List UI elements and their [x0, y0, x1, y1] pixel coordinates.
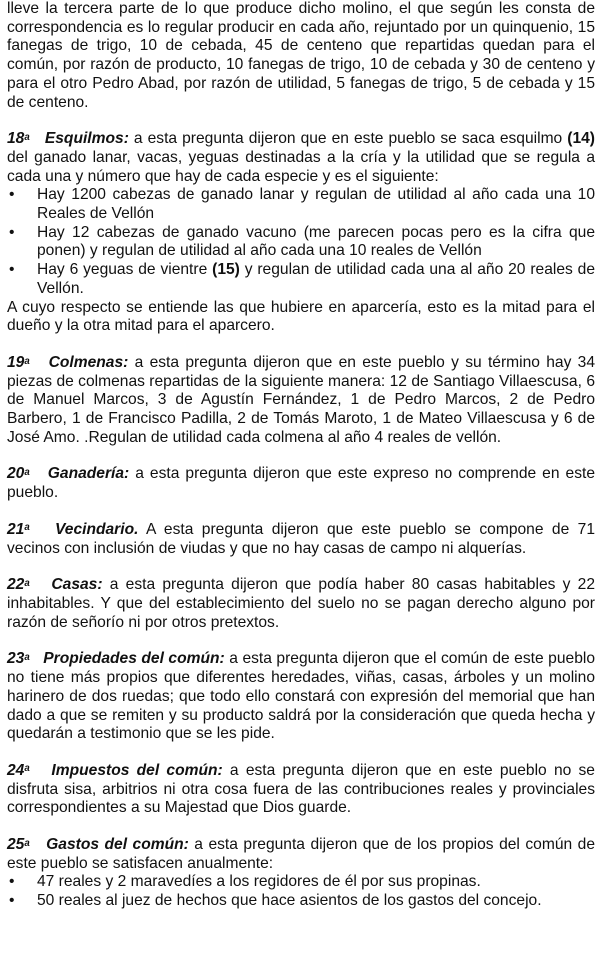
- section-25-paragraph: 25$^a$ Gastos del común: a esta pregunta dijeron que de los propios del común de este pueblo se satisfacen anualmente:: [7, 836, 595, 872]
- list-item: • Hay 1200 cabezas de ganado lanar y regulan de utilidad al año cada una 10 Reales de Vellón: [9, 186, 595, 223]
- section-21-heading: 21$^a$ Vecindario.: [7, 520, 139, 538]
- section-20-heading: 20$^a$ Ganadería:: [7, 465, 130, 483]
- section-24-heading: 24$^a$ Impuestos del común:: [7, 761, 223, 779]
- bullet-icon: •: [9, 186, 15, 204]
- section-25-list: [7, 873, 595, 910]
- bullet-icon: •: [9, 223, 15, 241]
- bullet-icon: •: [9, 261, 15, 279]
- section-23-paragraph: 23$^a$ Propiedades del común: a esta pregunta dijeron que el común de este pueblo no tiene más propios que diferentes heredades, viñas, casas, árboles y un molino harinero de dos ruedas; que todo ello constará con expresión del memorial que han dado a que se remiten y su producto saldrá por la consideración que queda hecha y quedarán a testimonio que se les pide.: [7, 650, 596, 743]
- section-22-heading: 22$^a$ Casas:: [7, 576, 103, 594]
- section-20-paragraph: 20$^a$ Ganadería: a esta pregunta dijeron que este expreso no comprende en este pueblo.: [7, 465, 595, 502]
- section-18-list: [7, 186, 595, 298]
- section-23-heading: 23$^a$ Propiedades del común:: [7, 650, 225, 668]
- bullet-icon: •: [9, 892, 15, 910]
- section-22-paragraph: 22$^a$ Casas: a esta pregunta dijeron que podía haber 80 casas habitables y 22 inhabitables. Y que del establecimiento del suelo no se pagan derecho alguno por razón de señorío ni por otros pretextos.: [7, 576, 595, 631]
- list-item: • 47 reales y 2 maravedíes a los regidores de él por sus propinas.: [9, 873, 481, 891]
- section-18-note: A cuyo respecto se entiende las que hubiere en aparcería, esto es la mitad para el dueño y la otra mitad para el aparcero.: [7, 298, 595, 335]
- footnote-ref-14: (14): [567, 130, 595, 148]
- footnote-ref-15: (15): [212, 261, 240, 279]
- list-item: • Hay 6 yeguas de vientre (15) y regulan de utilidad cada una al año 20 reales de Vellón.: [9, 261, 595, 297]
- section-18-heading: 18$^a$ Esquilmos:: [7, 130, 129, 148]
- bullet-icon: •: [9, 873, 15, 891]
- section-21-paragraph: 21$^a$ Vecindario. A esta pregunta dijeron que este pueblo se compone de 71 vecinos con inclusión de viudas y que no hay casas de campo ni alquerías.: [7, 520, 596, 557]
- list-item: • Hay 12 cabezas de ganado vacuno (me parecen pocas pero es la cifra que ponen) y regulan de utilidad al año cada una 10 reales de Vellón: [9, 223, 595, 260]
- list-item: • 50 reales al juez de hechos que hace asientos de los gastos del concejo.: [9, 892, 542, 910]
- section-25-heading: 25$^a$ Gastos del común:: [7, 836, 189, 854]
- intro-paragraph: lleve la tercera parte de lo que produce dicho molino, el que según les consta de correspondencia es lo regular producir en cada año, rejuntado por un quinquenio, 15 fanegas de trigo, 10 de cebada, 45 de centeno que repartidas quedan para el común, por razón de producto, 10 fanegas de trigo, 10 de cebada y 30 de centeno y para el otro Pedro Abad, por razón de utilidad, 5 fanegas de trigo, 5 de cebada y 15 de centeno.: [7, 0, 595, 111]
- section-19-heading: 19$^a$ Colmenas:: [7, 353, 129, 371]
- section-24-paragraph: 24$^a$ Impuestos del común: a esta pregunta dijeron que en este pueblo no se disfruta sisa, arbitrios ni otra cosa fuera de las contribuciones reales y provinciales correspondientes a su Majestad que Dios guarde.: [7, 761, 595, 817]
- section-19-paragraph: 19$^a$ Colmenas: a esta pregunta dijeron que en este pueblo y su término hay 34 piezas de colmenas repartidas de la siguiente manera: 12 de Santiago Villaescusa, 6 de Manuel Marcos, 3 de Agustín Fernández, 1 de Pedro Marcos, 2 de Pedro Barbero, 1 de Francisco Padilla, 2 de Tomás Maroto, 1 de Mateo Villaescusa y 6 de José Amo. .Regulan de utilidad cada colmena al año 4 reales de vellón.: [7, 353, 596, 446]
- section-18-paragraph: 18$^a$ Esquilmos: a esta pregunta dijeron que en este pueblo se saca esquilmo (14) del ganado lanar, vacas, yeguas destinadas a la cría y la utilidad que se regula a cada una y número que hay de cada especie y es el siguiente:: [7, 130, 595, 185]
